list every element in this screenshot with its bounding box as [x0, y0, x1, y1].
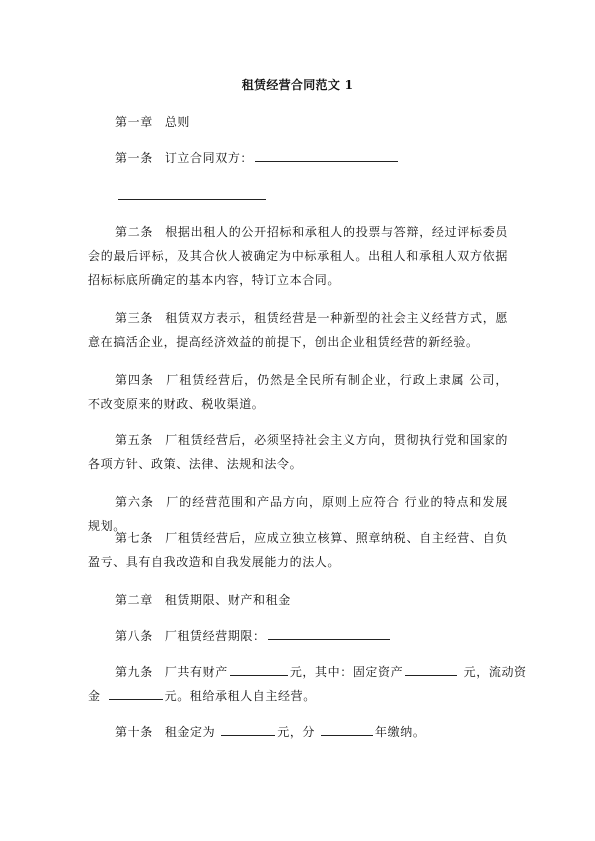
- article-9-part-3: 元，流动资: [459, 665, 527, 679]
- chapter-2-name: 租赁期限、财产和租金: [164, 593, 291, 607]
- article-2: [88, 220, 508, 292]
- chapter-2-number: 第二章: [115, 593, 153, 607]
- article-5-text: 厂租赁经营后，必须坚持社会主义方向，贯彻执行党和国家的各项方针、政策、法律、法规和法令。: [88, 433, 508, 471]
- article-1-blank-2: [118, 185, 266, 200]
- article-9-blank-2: [405, 661, 457, 676]
- article-9-number: 第九条: [115, 665, 153, 679]
- article-8-number: 第八条: [115, 629, 153, 643]
- article-5-number: 第五条: [115, 433, 154, 447]
- article-6-number: 第六条: [115, 495, 154, 509]
- article-2-number: 第二条: [115, 225, 154, 239]
- article-1-blank-1: [255, 147, 398, 162]
- article-10-blank-1: [221, 721, 275, 736]
- article-7-number: 第七条: [115, 531, 154, 545]
- article-4-text: 厂租赁经营后，仍然是全民所有制企业，行政上隶属 公司，不改变原来的财政、税收渠道。: [88, 373, 508, 411]
- article-2-text: 根据出租人的公开招标和承租人的投票与答辩，经过评标委员会的最后评标，及其合伙人被确定为中标承租人。出租人和承租人双方依据招标标底所确定的基本内容，特订立本合同。: [88, 225, 508, 287]
- article-10-part-3: 年缴纳。: [375, 725, 426, 739]
- article-7: [88, 526, 508, 574]
- article-9-part-1: 厂共有财产: [164, 665, 228, 679]
- chapter-1-name: 总则: [164, 115, 191, 129]
- article-1-second-blank-line: [116, 184, 268, 208]
- article-9-part-5: 元。租给承租人自主经营。: [164, 689, 316, 703]
- article-1: [115, 146, 400, 170]
- article-1-number: 第一条: [115, 151, 153, 165]
- article-3-text: 租赁双方表示，租赁经营是一种新型的社会主义经营方式，愿意在搞活企业，提高经济效益的前提下，创出企业租赁经营的新经验。: [88, 311, 508, 349]
- article-9-line-1: [115, 660, 527, 684]
- chapter-2-heading: [115, 588, 291, 612]
- article-4-number: 第四条: [115, 373, 154, 387]
- chapter-1-heading: [115, 110, 190, 134]
- chapter-1-number: 第一章: [115, 115, 153, 129]
- article-9-blank-3: [109, 685, 163, 700]
- article-8-blank: [268, 625, 390, 640]
- document-title: 租赁经营合同范文 1: [241, 78, 354, 92]
- article-4: [88, 368, 508, 416]
- article-5: [88, 428, 508, 476]
- article-10-part-2: 元，分: [277, 725, 316, 739]
- article-10-part-1: 租金定为: [164, 725, 216, 739]
- article-9-line-2: [88, 684, 316, 708]
- article-8: [115, 624, 392, 648]
- article-9-blank-1: [230, 661, 288, 676]
- article-10-blank-2: [321, 721, 373, 736]
- article-7-text: 厂租赁经营后，应成立独立核算、照章纳税、自主经营、自负盈亏、具有自我改造和自我发展能力的法人。: [88, 531, 508, 569]
- article-10: [115, 720, 425, 744]
- article-3: [88, 306, 508, 354]
- article-8-text: 厂租赁经营期限：: [164, 629, 266, 643]
- article-6-text: 厂的经营范围和产品方向，原则上应符合 行业的特点和发展规划。: [88, 495, 508, 533]
- article-10-number: 第十条: [115, 725, 153, 739]
- article-3-number: 第三条: [115, 311, 154, 325]
- article-9-part-2: 元，其中：固定资产: [289, 665, 404, 679]
- article-9-part-4: 金: [88, 689, 101, 703]
- article-1-text: 订立合同双方：: [164, 151, 254, 165]
